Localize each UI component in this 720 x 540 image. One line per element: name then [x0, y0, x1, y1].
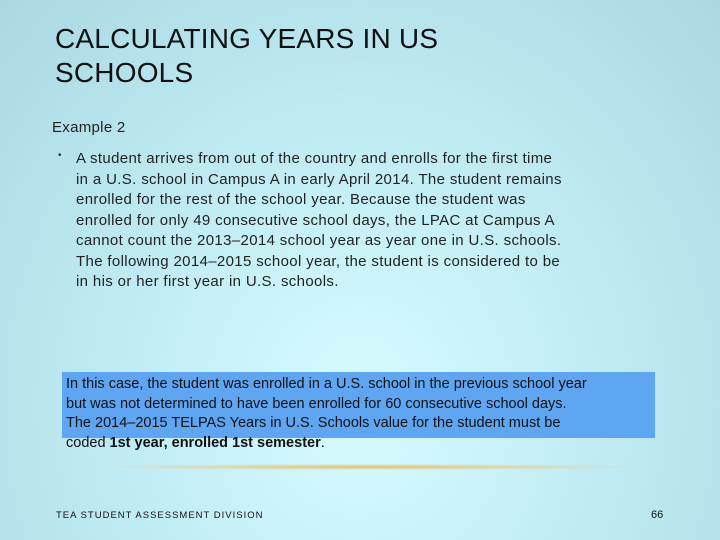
footer-text: TEA STUDENT ASSESSMENT DIVISION	[56, 510, 264, 521]
title-line-2: SCHOOLS	[55, 57, 194, 88]
callout-bold: 1st year, enrolled 1st semester	[109, 434, 321, 451]
slide-title	[55, 22, 438, 90]
example-label: Example 2	[52, 119, 126, 136]
title-line-1: CALCULATING YEARS IN US	[55, 23, 439, 54]
decorative-divider	[110, 464, 630, 470]
callout-end: .	[320, 434, 325, 451]
example-body-text: A student arrives from out of the country and enrolls for the first time in a U.S. school in Campus A in early April 2014. The student remains enrolled for the rest of the school year. Because the student was enrolled for only 49 consecutive school days, the LPAC at Campus A cannot count the 2013–2014 school year as year one in U.S. schools. The following 2014–2015 school year, the student is considered to be in his or her first year in U.S. schools.	[76, 150, 562, 290]
callout-main: In this case, the student was enrolled in a U.S. school in the previous school year but was not determined to have been enrolled for 60 consecutive school days. The 2014–2015 TELPAS Years in U.S. Schools value for the student must be coded	[66, 376, 587, 451]
bullet-icon: •	[58, 150, 62, 161]
callout-text	[66, 375, 656, 453]
page-number: 66	[651, 509, 664, 521]
